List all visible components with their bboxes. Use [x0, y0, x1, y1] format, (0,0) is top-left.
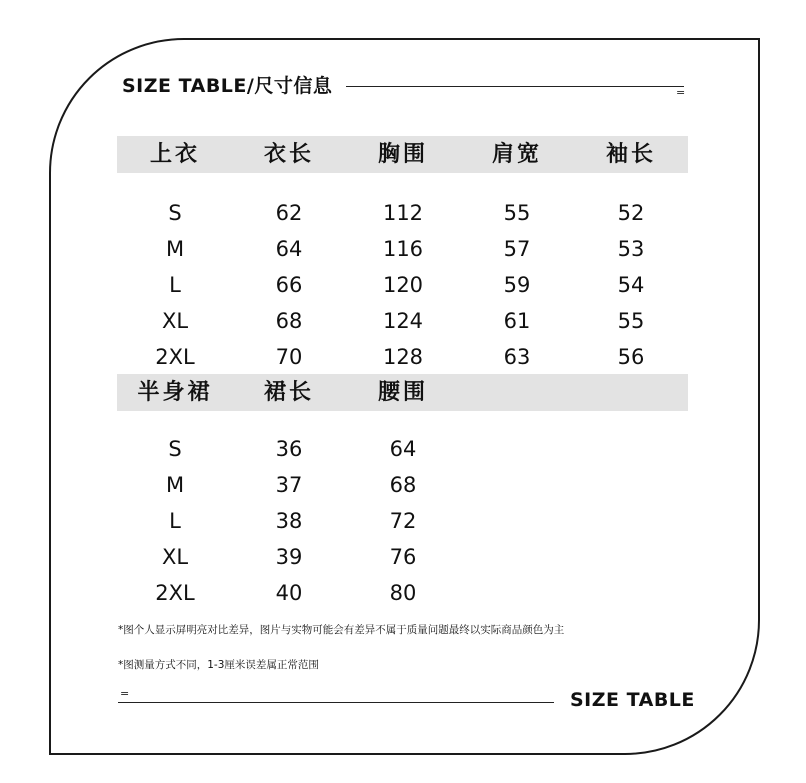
note-display-difference: *图个人显示屏明亮对比差异，图片与实物可能会有差异不属于质量问题最终以实际商品颜色为主 — [118, 624, 565, 636]
table-cell: 76 — [389, 545, 417, 569]
table-cell: 72 — [389, 509, 417, 533]
table-cell: 120 — [382, 273, 424, 297]
table-cell: 37 — [275, 473, 303, 497]
table-cell: 66 — [275, 273, 303, 297]
table-cell: 64 — [389, 437, 417, 461]
table-cell: 55 — [617, 309, 645, 333]
header-cell: 袖长 — [605, 141, 656, 167]
header-cell: 肩宽 — [491, 141, 542, 167]
footer-rule — [118, 702, 554, 703]
header-cell: 半身裙 — [137, 379, 213, 405]
table-cell: M — [165, 237, 185, 261]
table-cell: 57 — [503, 237, 531, 261]
page-title: SIZE TABLE/尺寸信息 — [122, 74, 333, 97]
table-cell: 68 — [389, 473, 417, 497]
table-cell: 59 — [503, 273, 531, 297]
table-cell: 2XL — [155, 581, 195, 605]
table-cell: 36 — [275, 437, 303, 461]
table-cell: 128 — [382, 345, 424, 369]
table-cell: 54 — [617, 273, 645, 297]
table-cell: S — [168, 437, 182, 461]
table-cell: XL — [161, 545, 189, 569]
header-cell: 上衣 — [149, 141, 200, 167]
table-cell: 116 — [382, 237, 424, 261]
table-cell: 55 — [503, 201, 531, 225]
table-cell: 2XL — [155, 345, 195, 369]
header-mark: = — [676, 86, 686, 99]
header-cell: 裙长 — [263, 379, 314, 405]
table-cell: 53 — [617, 237, 645, 261]
footer-title: SIZE TABLE — [570, 689, 695, 711]
header-cell: 衣长 — [263, 141, 314, 167]
table-cell: 124 — [382, 309, 424, 333]
table-cell: 112 — [382, 201, 424, 225]
table-cell: L — [169, 273, 181, 297]
header-rule — [346, 86, 684, 87]
table-cell: M — [165, 473, 185, 497]
table-cell: 68 — [275, 309, 303, 333]
table-cell: 52 — [617, 201, 645, 225]
table-cell: 38 — [275, 509, 303, 533]
table-cell: 62 — [275, 201, 303, 225]
table-cell: S — [168, 201, 182, 225]
footer-mark: = — [120, 687, 130, 700]
table-cell: 70 — [275, 345, 303, 369]
header-cell: 胸围 — [377, 141, 428, 167]
table-cell: XL — [161, 309, 189, 333]
table-cell: 39 — [275, 545, 303, 569]
table-cell: 56 — [617, 345, 645, 369]
table-cell: 80 — [389, 581, 417, 605]
table-cell: 61 — [503, 309, 531, 333]
header-cell: 腰围 — [377, 379, 428, 405]
table-cell: 63 — [503, 345, 531, 369]
table-cell: L — [169, 509, 181, 533]
table-cell: 64 — [275, 237, 303, 261]
table-cell: 40 — [275, 581, 303, 605]
note-measurement-tolerance: *图测量方式不同，1-3厘米误差属正常范围 — [118, 659, 319, 671]
